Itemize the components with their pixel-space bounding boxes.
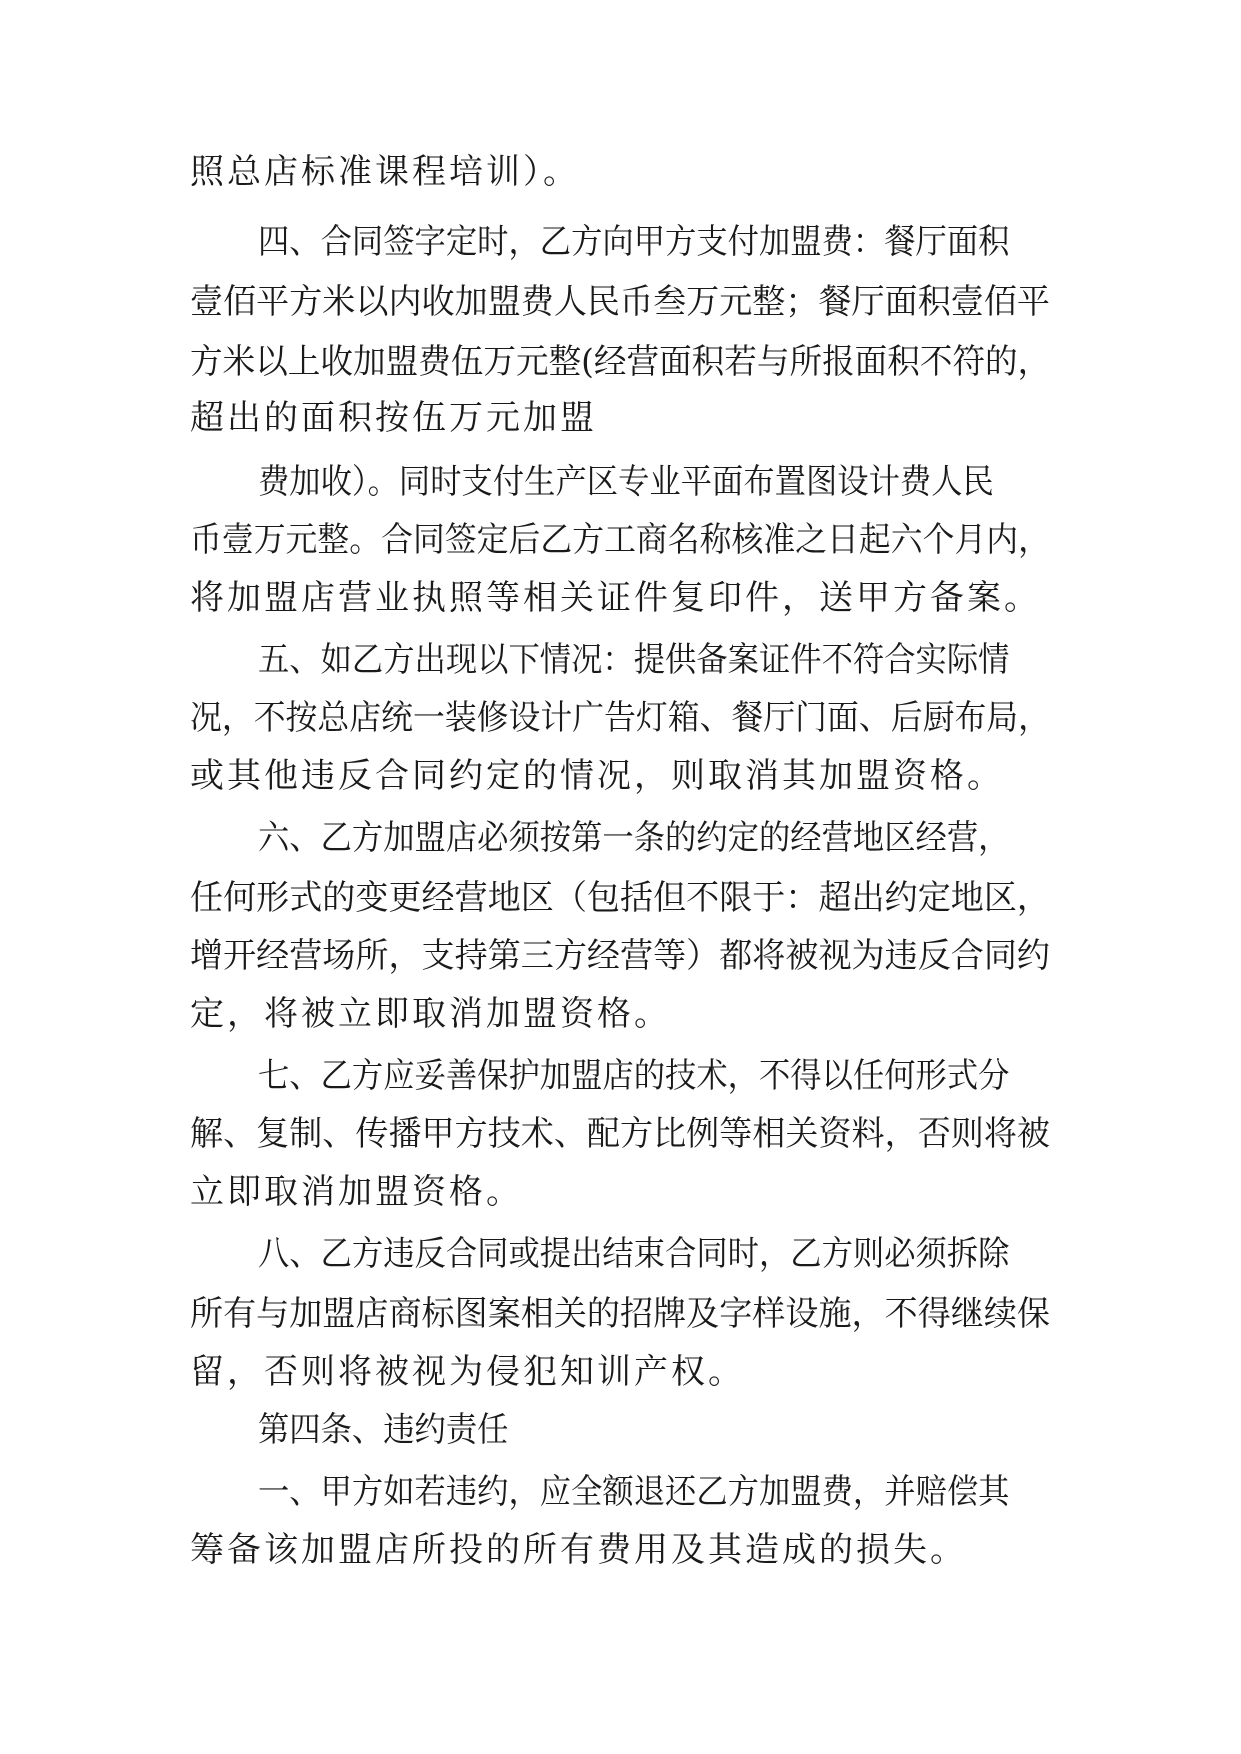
text-line: 留，否则将被视为侵犯知训产权。 [190, 1352, 745, 1392]
text-line: 况，不按总店统一装修设计广告灯箱、餐厅门面、后厨布局， [190, 698, 1050, 738]
paragraph-clause-5: 五、如乙方出现以下情况：提供备案证件不符合实际情 [258, 640, 1010, 680]
text-line: 解、复制、传播甲方技术、配方比例等相关资料，否则将被 [190, 1114, 1050, 1154]
text-line: 照总店标准课程培训）。 [190, 152, 580, 192]
text-line: 任何形式的变更经营地区（包括但不限于：超出约定地区， [190, 878, 1050, 918]
paragraph-clause-6: 六、乙方加盟店必须按第一条的约定的经营地区经营， [258, 818, 1010, 858]
text-line: 定，将被立即取消加盟资格。 [190, 994, 671, 1034]
paragraph-clause-7: 七、乙方应妥善保护加盟店的技术，不得以任何形式分 [258, 1056, 1010, 1096]
article-heading: 第四条、违约责任 [258, 1410, 509, 1450]
paragraph-breach-1: 一、甲方如若违约，应全额退还乙方加盟费，并赔偿其 [258, 1472, 1010, 1512]
text-line: 或其他违反合同约定的情况，则取消其加盟资格。 [190, 756, 1004, 796]
text-line: 筹备该加盟店所投的所有费用及其造成的损失。 [190, 1530, 967, 1570]
text-line: 费加收）。同时支付生产区专业平面布置图设计费人民 [258, 462, 994, 502]
text-line: 壹佰平方米以内收加盟费人民币叁万元整；餐厅面积壹佰平 [190, 282, 1050, 322]
text-line: 增开经营场所，支持第三方经营等）都将被视为违反合同约 [190, 936, 1050, 976]
text-line: 超出的面积按伍万元加盟 [190, 398, 597, 438]
text-line: 方米以上收加盟费伍万元整(经营面积若与所报面积不符的， [190, 342, 1051, 382]
text-line: 所有与加盟店商标图案相关的招牌及字样设施，不得继续保 [190, 1294, 1050, 1334]
text-line: 立即取消加盟资格。 [190, 1172, 523, 1212]
text-line: 币壹万元整。合同签定后乙方工商名称核准之日起六个月内， [190, 520, 1050, 560]
paragraph-clause-8: 八、乙方违反合同或提出结束合同时，乙方则必须拆除 [258, 1234, 1010, 1274]
paragraph-clause-4: 四、合同签字定时，乙方向甲方支付加盟费：餐厅面积 [258, 222, 1010, 262]
text-line: 将加盟店营业执照等相关证件复印件，送甲方备案。 [190, 578, 1041, 618]
